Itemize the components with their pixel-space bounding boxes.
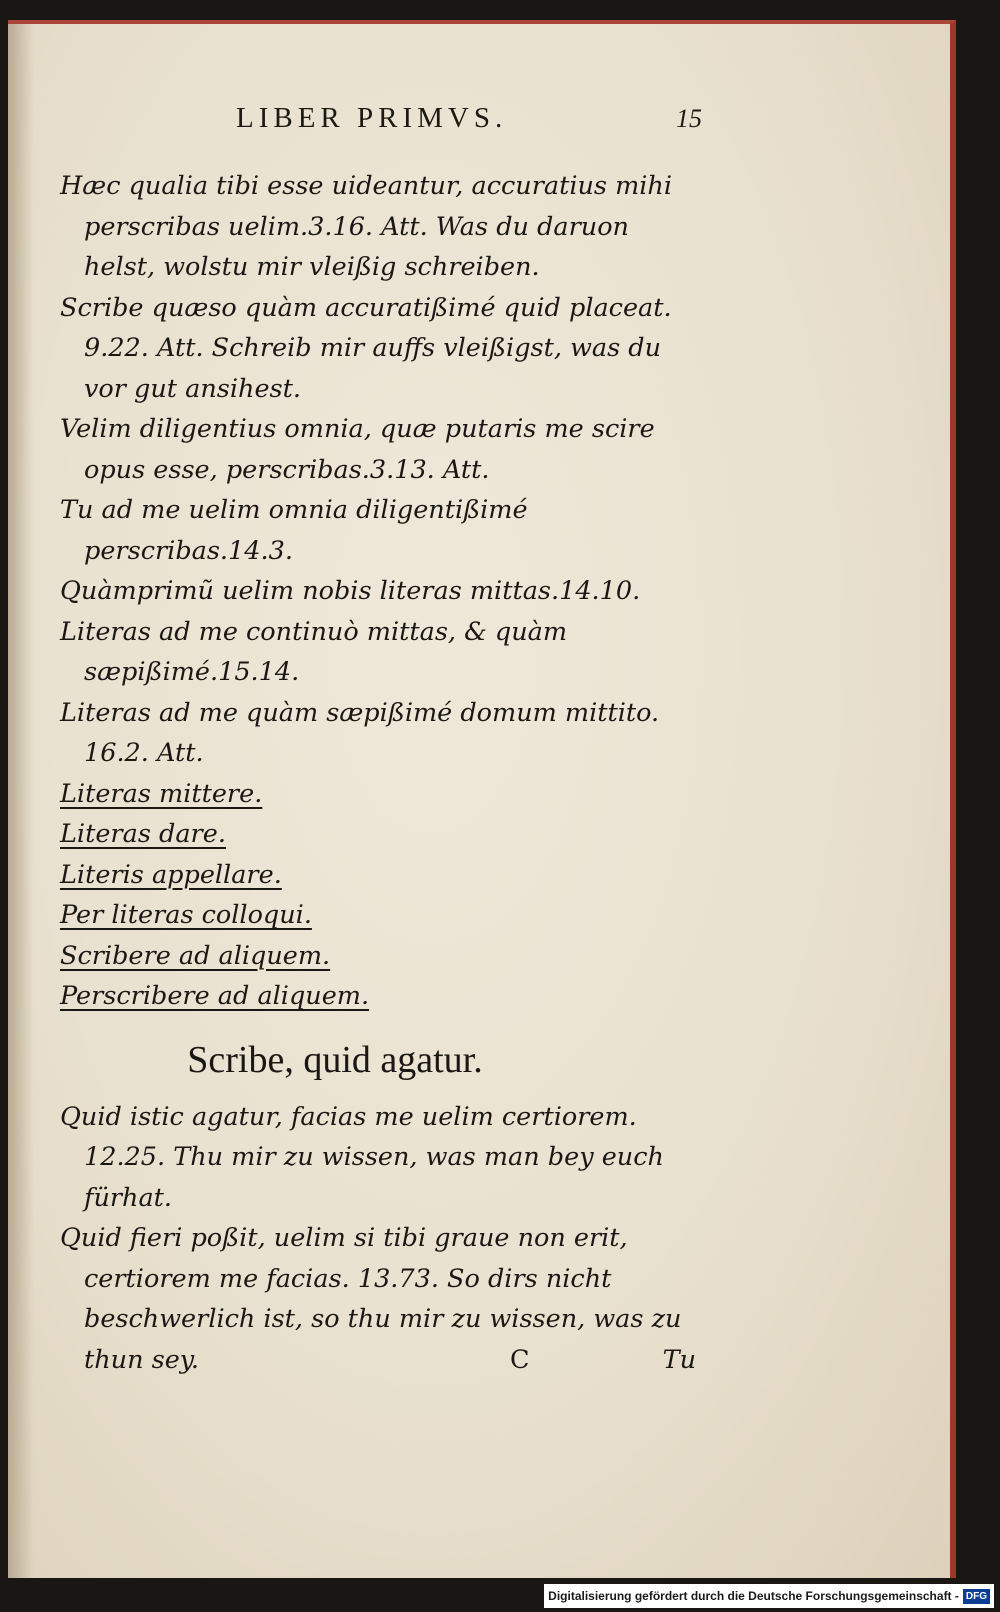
- entry-8: Quid istic agatur, facias me uelim certiorem. 12.25. Thu mir zu wissen, was man bey euch fürhat.: [60, 1101, 664, 1213]
- last-line: [60, 1340, 700, 1381]
- entry-6: Literas ad me continuò mittas, & quàm sæpißimé.15.14.: [60, 616, 568, 687]
- running-title: LIBER PRIMVS.: [236, 102, 508, 134]
- entry-3: Velim diligentius omnia, quæ putaris me scire opus esse, perscribas.3.13. Att.: [60, 414, 655, 485]
- catchword: Tu: [662, 1344, 696, 1375]
- entry-7: Literas ad me quàm sæpißimé domum mittito. 16.2. Att.: [60, 697, 660, 768]
- digitization-footer: [544, 1584, 994, 1608]
- signature-mark: C: [510, 1344, 530, 1375]
- entry-4: Tu ad me uelim omnia diligentißimé perscribas.14.3.: [60, 495, 528, 566]
- dfg-logo-icon: DFG: [963, 1589, 990, 1604]
- entry-5: Quàmprimũ uelim nobis literas mittas.14.10.: [60, 576, 641, 606]
- footer-credit: Digitalisierung gefördert durch die Deutsche Forschungsgemeinschaft -: [548, 1589, 959, 1603]
- phrase-1: Literas mittere.: [60, 778, 263, 809]
- page-gutter-shadow: [8, 24, 34, 1578]
- section-heading: Scribe, quid agatur.: [187, 1038, 483, 1081]
- main-text: [60, 166, 700, 1380]
- entry-2: Scribe quæso quàm accuratißimé quid placeat. 9.22. Att. Schreib mir auffs vleißigst, was du vor gut ansihest.: [60, 292, 672, 404]
- page-number: 15: [676, 104, 702, 133]
- last-line-text: thun sey.: [84, 1344, 199, 1375]
- entry-9: Quid fieri poßit, uelim si tibi graue non erit, certiorem me facias. 13.73. So dirs nicht beschwerlich ist, so thu mir zu wissen, was zu: [60, 1223, 682, 1334]
- running-head: [236, 102, 702, 142]
- entry-1: Hæc qualia tibi esse uideantur, accuratius mihi perscribas uelim.3.16. Att. Was du daruon helst, wolstu mir vleißig schreiben.: [60, 171, 673, 282]
- phrase-4: Per literas colloqui.: [60, 900, 312, 930]
- phrase-3: Literis appellare.: [60, 859, 282, 890]
- phrase-5: Scribere ad aliquem.: [60, 940, 331, 971]
- phrase-6: Perscribere ad aliquem.: [60, 981, 370, 1011]
- phrase-2: Literas dare.: [60, 819, 226, 849]
- book-page: [8, 20, 956, 1578]
